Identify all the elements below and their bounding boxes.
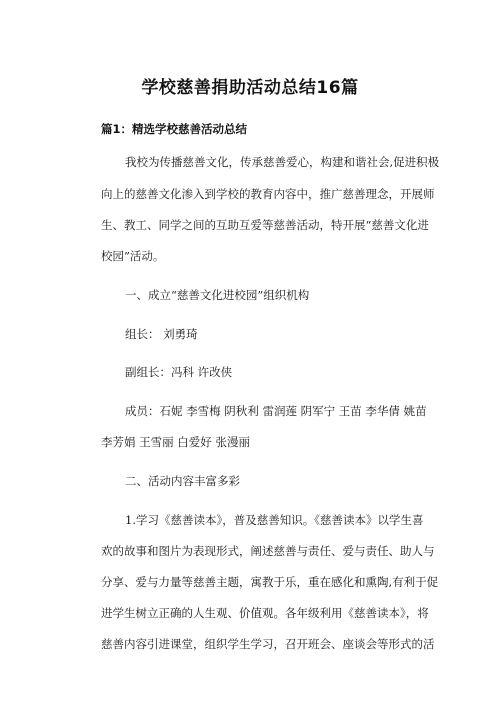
paragraph-line: 生、教工、同学之间的互助互爱等慈善活动，特开展“慈善文化进 [101, 218, 429, 232]
paragraph-line: 欢的故事和图片为表现形式，阐述慈善与责任、爱与责任、助人与 [101, 544, 435, 558]
paragraph-line: 1.学习《慈善读本》，普及慈善知识。《慈善读本》以学生喜 [125, 513, 424, 527]
section-heading: 篇1：精选学校慈善活动总结 [101, 122, 248, 136]
document-title: 学校慈善捐助活动总结16篇 [141, 78, 359, 98]
paragraph-line: 校园”活动。 [101, 249, 165, 263]
paragraph-line: 向上的慈善文化渗入到学校的教育内容中，推广慈善理念，开展师 [101, 187, 435, 201]
members-line: 成员：石妮 李雪梅 阴秋利 雷润莲 阴军宁 王苗 李华倩 姚苗 [125, 404, 427, 418]
leader-line: 组长： 刘勇琦 [125, 327, 198, 341]
paragraph-line: 我校为传播慈善文化，传承慈善爱心，构建和谐社会,促进积极 [125, 155, 440, 169]
paragraph-line: 分享、爱与力量等慈善主题，寓教于乐，重在感化和熏陶,有利于促 [101, 575, 439, 589]
part-heading: 一、成立“慈善文化进校园”组织机构 [125, 288, 310, 302]
part-heading: 二、活动内容丰富多彩 [125, 474, 240, 488]
paragraph-line: 进学生树立正确的人生观、价值观。各年级利用《慈善读本》，将 [101, 606, 429, 620]
vice-leader-line: 副组长：冯科 许改侠 [125, 365, 233, 379]
members-line: 李芳娟 王雪丽 白爱好 张漫丽 [101, 435, 250, 449]
paragraph-line: 慈善内容引进课堂，组织学生学习，召开班会、座谈会等形式的活 [101, 637, 435, 651]
